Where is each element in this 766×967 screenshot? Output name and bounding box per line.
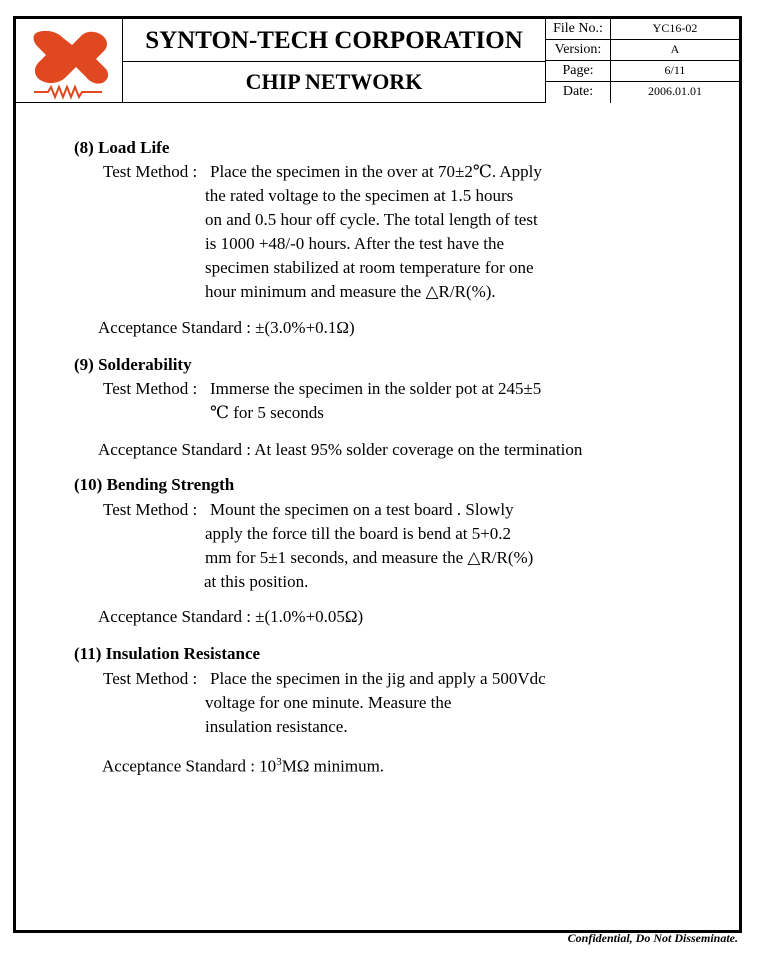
logo-cell	[16, 19, 123, 103]
acceptance-prefix: Acceptance Standard : 10	[102, 756, 277, 776]
document-header	[16, 19, 739, 103]
method-label: Test Method :	[103, 500, 198, 519]
acceptance-exponent: 3	[276, 756, 282, 768]
info-label: File No.:	[546, 19, 611, 39]
section-title: (10) Bending Strength	[74, 475, 235, 494]
acceptance-standard: Acceptance Standard : ±(3.0%+0.1Ω)	[98, 318, 355, 337]
acceptance-suffix: MΩ minimum.	[281, 756, 385, 776]
section-title: (11) Insulation Resistance	[74, 644, 261, 663]
info-value: 2006.01.01	[648, 84, 702, 98]
method-line: insulation resistance.	[205, 717, 348, 736]
method-line: Mount the specimen on a test board . Slowly	[210, 500, 514, 519]
page-frame	[13, 16, 742, 933]
info-row-version	[546, 40, 739, 61]
product-name: CHIP NETWORK	[245, 69, 423, 94]
method-line: at this position.	[204, 572, 309, 591]
method-label: Test Method :	[103, 669, 198, 688]
document-info-table	[546, 19, 739, 103]
acceptance-standard	[102, 752, 384, 777]
confidential-footer: Confidential, Do Not Disseminate.	[567, 931, 738, 945]
method-line: ℃ for 5 seconds	[210, 403, 324, 422]
method-line: Immerse the specimen in the solder pot at 245±5	[210, 379, 542, 398]
section-title: (9) Solderability	[74, 355, 192, 374]
method-line: hour minimum and measure the △R/R(%).	[205, 282, 496, 301]
acceptance-standard: Acceptance Standard : ±(1.0%+0.05Ω)	[98, 607, 364, 626]
info-label: Page:	[546, 61, 611, 81]
info-value: A	[670, 42, 680, 56]
info-label: Date:	[546, 82, 611, 103]
method-line: voltage for one minute. Measure the	[205, 693, 452, 712]
company-name: SYNTON-TECH CORPORATION	[123, 19, 545, 62]
section-title: (8) Load Life	[74, 138, 170, 157]
acceptance-standard: Acceptance Standard : At least 95% solder coverage on the termination	[98, 440, 583, 459]
company-logo-icon	[16, 19, 123, 103]
method-line: specimen stabilized at room temperature for one	[205, 258, 534, 277]
method-label: Test Method :	[103, 379, 198, 398]
method-line: is 1000 +48/-0 hours. After the test have the	[205, 234, 505, 253]
method-line: apply the force till the board is bend at 5+0.2	[205, 524, 512, 543]
info-label: Version:	[546, 40, 611, 60]
info-row-date	[546, 82, 739, 103]
info-row-page	[546, 61, 739, 82]
info-value: 6/11	[664, 63, 686, 77]
title-cell	[123, 19, 546, 103]
method-line: mm for 5±1 seconds, and measure the △R/R(%)	[205, 548, 534, 567]
info-value: YC16-02	[652, 21, 698, 35]
method-line: Place the specimen in the over at 70±2℃. Apply	[210, 162, 542, 181]
info-row-file	[546, 19, 739, 40]
method-line: Place the specimen in the jig and apply a 500Vdc	[210, 669, 546, 688]
method-line: on and 0.5 hour off cycle. The total length of test	[205, 210, 538, 229]
method-line: the rated voltage to the specimen at 1.5 hours	[205, 186, 514, 205]
method-label: Test Method :	[103, 162, 198, 181]
